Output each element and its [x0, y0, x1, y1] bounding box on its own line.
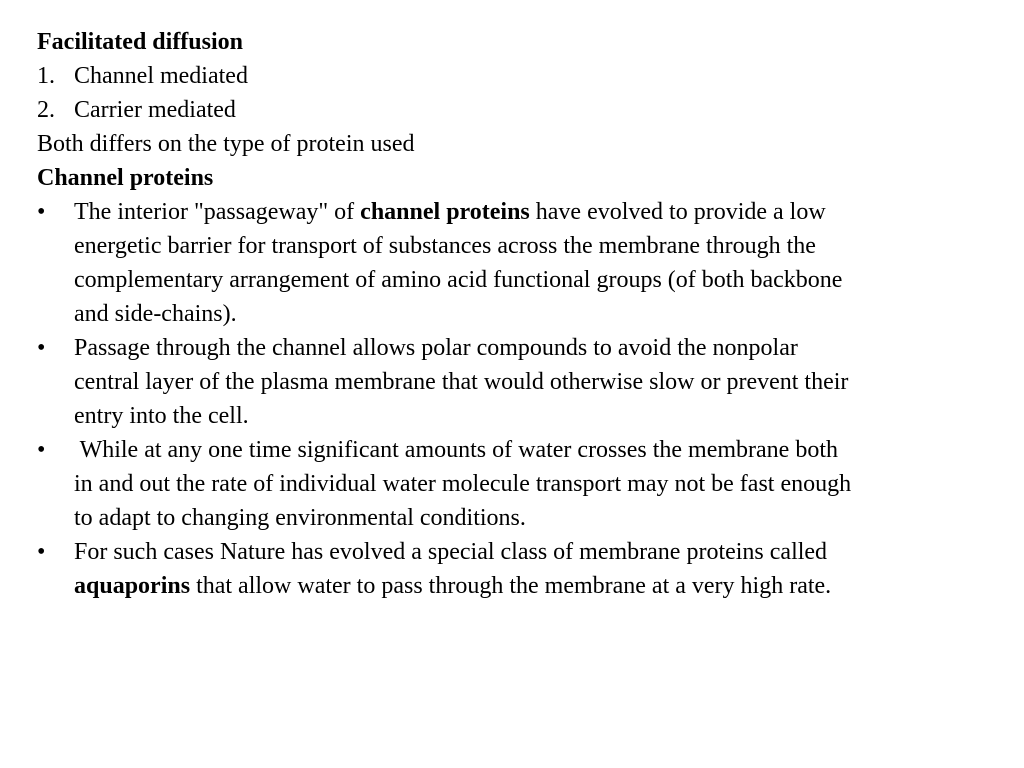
- bullet-icon: •: [37, 437, 46, 463]
- type-item-2: [37, 93, 851, 127]
- bullet-line: [74, 467, 851, 501]
- difference-note: Both differs on the type of protein used: [37, 131, 415, 157]
- bullet-line: [74, 263, 851, 297]
- text-segment: in and out the rate of individual water molecule transport may not be fast enough: [74, 471, 852, 497]
- bold-term: channel proteins: [360, 199, 530, 225]
- bullet-line: [74, 399, 851, 433]
- bullet-line: [74, 331, 851, 365]
- heading: Facilitated diffusion: [37, 29, 244, 55]
- bullet-line: [74, 433, 851, 467]
- bullet-item: [37, 195, 851, 331]
- text-segment: entry into the cell.: [74, 403, 249, 429]
- text-segment: to adapt to changing environmental conditions.: [74, 505, 526, 531]
- bullet-item: [37, 331, 851, 433]
- text-segment: energetic barrier for transport of substances across the membrane through the: [74, 233, 816, 259]
- bullet-line: [74, 195, 851, 229]
- text-segment: While at any one time significant amounts of water crosses the membrane both: [74, 437, 839, 463]
- bullet-line: [74, 569, 851, 603]
- type-item-1: [37, 59, 851, 93]
- text-segment: have evolved to provide a low: [529, 199, 826, 225]
- slide-content: [37, 25, 851, 603]
- item-label: Carrier mediated: [74, 97, 236, 123]
- text-segment: central layer of the plasma membrane that would otherwise slow or prevent their: [74, 369, 849, 395]
- bullet-list: [37, 195, 851, 603]
- text-segment: The interior "passageway" of: [74, 199, 361, 225]
- bullet-icon: •: [37, 539, 46, 565]
- text-segment: complementary arrangement of amino acid functional groups (of both backbone: [74, 267, 843, 293]
- subheading: Channel proteins: [37, 165, 214, 191]
- bullet-line: [74, 535, 851, 569]
- bullet-icon: •: [37, 335, 46, 361]
- bullet-item: [37, 535, 851, 603]
- text-segment: Passage through the channel allows polar compounds to avoid the nonpolar: [74, 335, 798, 361]
- bullet-item: [37, 433, 851, 535]
- item-number: 1.: [37, 63, 55, 89]
- bullet-line: [74, 501, 851, 535]
- bullet-line: [74, 229, 851, 263]
- text-segment: that allow water to pass through the membrane at a very high rate.: [190, 573, 832, 599]
- item-number: 2.: [37, 97, 55, 123]
- text-segment: and side-chains).: [74, 301, 237, 327]
- bullet-line: [74, 297, 851, 331]
- bullet-icon: •: [37, 199, 46, 225]
- bullet-line: [74, 365, 851, 399]
- bold-term: aquaporins: [74, 573, 191, 599]
- item-label: Channel mediated: [74, 63, 248, 89]
- text-segment: For such cases Nature has evolved a special class of membrane proteins called: [74, 539, 828, 565]
